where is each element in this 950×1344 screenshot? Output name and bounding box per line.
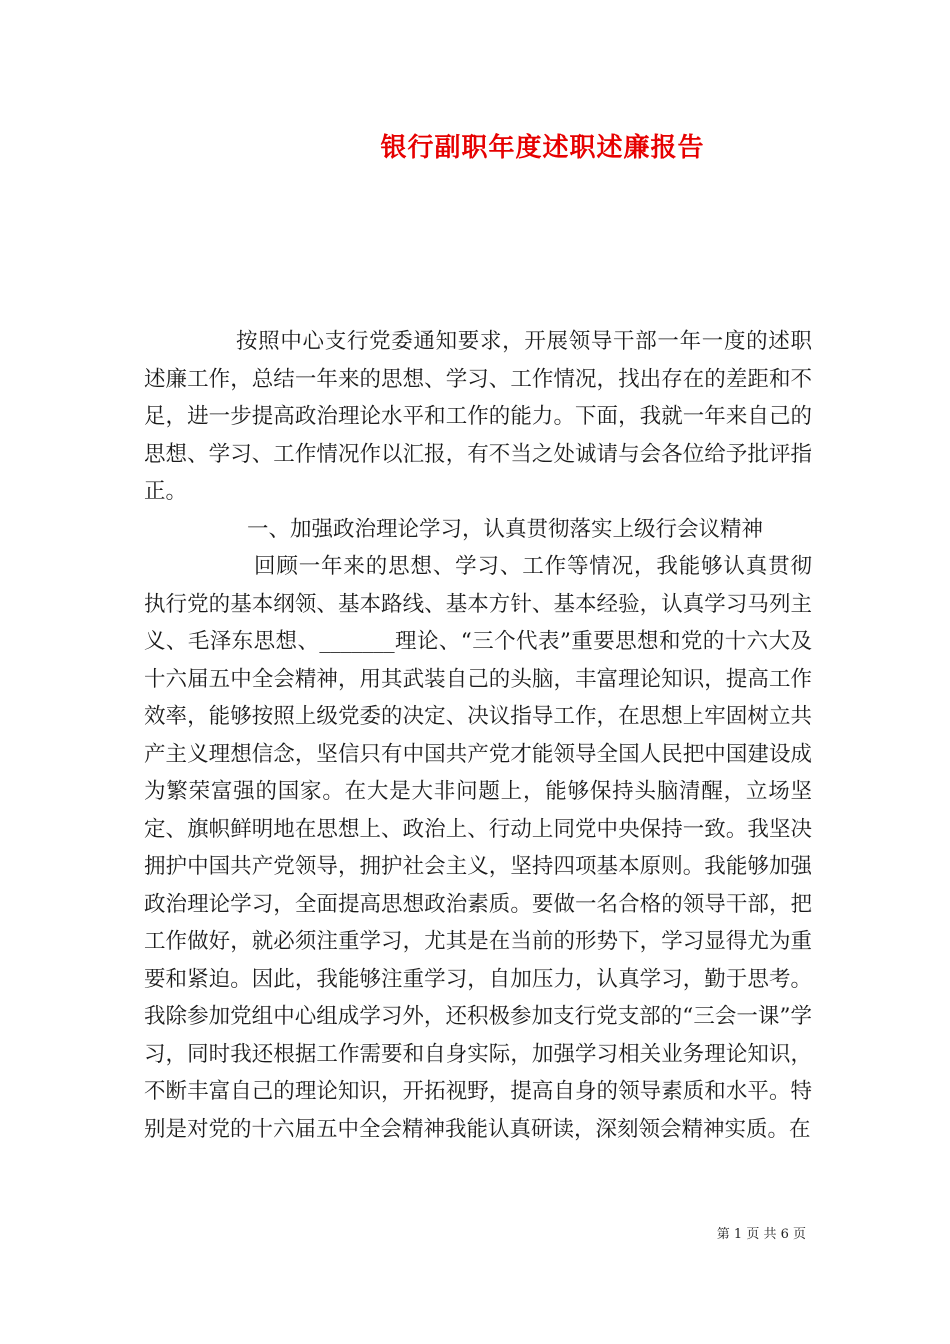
intro-paragraph: 按照中心支行党委通知要求，开展领导干部一年一度的述职述廉工作，总结一年来的思想、学习、工作情况，找出存在的差距和不足，进一步提高政治理论水平和工作的能力。下面，我就一年来自己的思想、学习、工作情况作以汇报，有不当之处诚请与会各位给予批评指正。 [144,329,812,504]
section-heading: 一、加强政治理论学习，认真贯彻落实上级行会议精神 [247,516,764,542]
document-title: 银行副职年度述职述廉报告 [380,133,705,163]
body-paragraph: 回顾一年来的思想、学习、工作等情况，我能够认真贯彻执行党的基本纲领、基本路线、基本方针、基本经验，认真学习马列主义、毛泽东思想、_______理论、“三个代表”重要思想和党的十六大及十六届五中全会精神，用其武装自己的头脑，丰富理论知识，提高工作效率，能够按照上级党委的决定、决议指导工作，在思想上牢固树立共产主义理想信念，坚信只有中国共产党才能领导全国人民把中国建设成为繁荣富强的国家。在大是大非问题上，能够保持头脑清醒，立场坚定、旗帜鲜明地在思想上、政治上、行动上同党中央保持一致。我坚决拥护中国共产党领导，拥护社会主义，坚持四项基本原则。我能够加强政治理论学习，全面提高思想政治素质。要做一名合格的领导干部，把工作做好，就必须注重学习，尤其是在当前的形势下，学习显得尤为重要和紧迫。因此，我能够注重学习，自加压力，认真学习，勤于思考。我除参加党组中心组成学习外，还积极参加支行党支部的“三会一课”学习，同时我还根据工作需要和自身实际，加强学习相关业务理论知识，不断丰富自己的理论知识，开拓视野，提高自身的领导素质和水平。特别是对党的十六届五中全会精神我能认真研读，深刻领会精神实质。在 [144,554,812,1142]
document-body [144,323,812,1148]
page-number: 第 1 页 共 6 页 [716,1227,806,1242]
